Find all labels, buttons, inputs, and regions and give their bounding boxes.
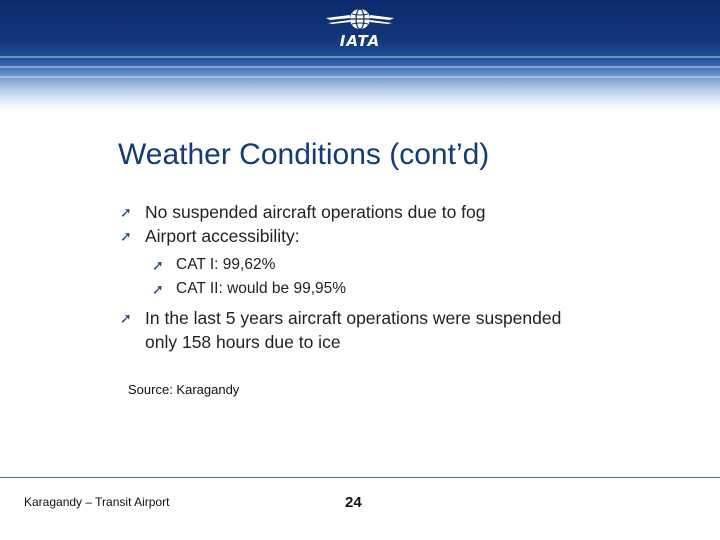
sub-bullet-text: CAT II: would be 99,95%: [176, 280, 347, 297]
slide-title: Weather Conditions (cont’d): [118, 138, 490, 171]
bullet-item: [118, 200, 678, 224]
bullet-text: Airport accessibility:: [145, 226, 300, 246]
sub-bullet-text: CAT I: 99,62%: [176, 256, 276, 273]
sub-bullet-item: [118, 277, 678, 301]
bullet-list: [118, 200, 678, 354]
arrow-up-right-icon: ➚: [152, 281, 164, 297]
bullet-item: [118, 306, 678, 354]
header-stripe: [0, 76, 720, 78]
header-band: [0, 0, 720, 110]
globe-wings-icon: [324, 6, 396, 34]
footer-divider: [0, 477, 720, 478]
source-note: Source: Karagandy: [128, 382, 240, 397]
arrow-up-right-icon: ➚: [120, 310, 132, 326]
footer-text: Karagandy – Transit Airport: [24, 495, 170, 509]
page-number: 24: [345, 494, 362, 511]
bullet-text-line-1: In the last 5 years aircraft operations were suspended: [145, 308, 562, 328]
sub-bullet-item: [118, 253, 678, 277]
arrow-up-right-icon: ➚: [120, 228, 132, 244]
iata-logo: [324, 6, 396, 50]
bullet-text: No suspended aircraft operations due to fog: [145, 202, 486, 222]
header-stripe: [0, 66, 720, 68]
header-stripe: [0, 56, 720, 58]
arrow-up-right-icon: ➚: [120, 204, 132, 220]
bullet-text-line-2: only 158 hours due to ice: [145, 332, 341, 352]
bullet-item: [118, 224, 678, 248]
logo-text: IATA: [339, 32, 381, 50]
arrow-up-right-icon: ➚: [152, 257, 164, 273]
